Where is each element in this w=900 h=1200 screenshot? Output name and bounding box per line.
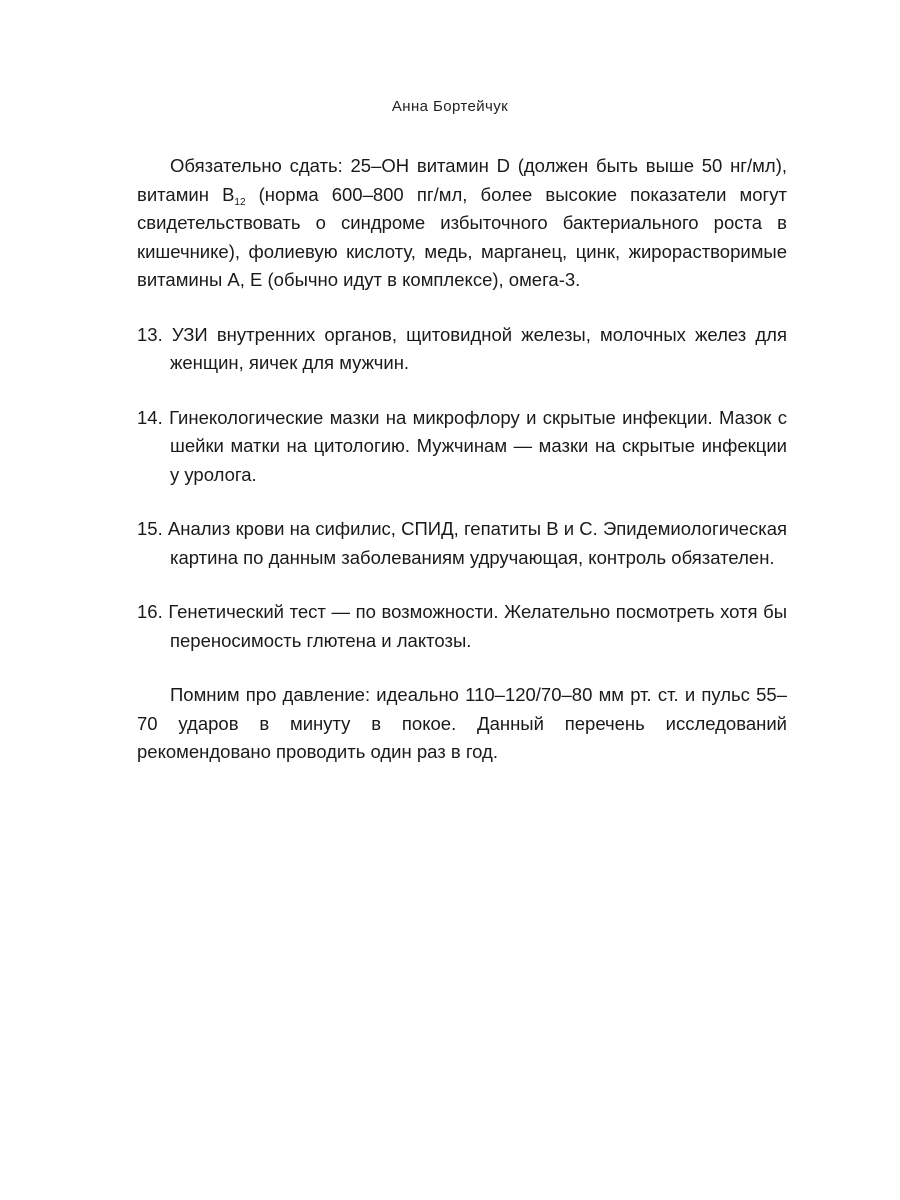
- intro-text-start: Обязательно сдать: 25–ОН витамин D (должен быть выше 50 нг/мл), витамин B: [137, 155, 787, 205]
- list-item-text: Гинекологические мазки на микрофлору и скрытые инфекции. Мазок с шейки матки на цитологию. Мужчинам — мазки на скрытые инфекции у уролога.: [169, 406, 787, 485]
- list-item-14: [137, 404, 787, 490]
- vitamin-b-subscript: 12: [234, 196, 246, 208]
- list-item-number: 16.: [137, 601, 163, 622]
- list-item-16: [137, 598, 787, 655]
- list-item-text: Анализ крови на сифилис, СПИД, гепатиты В и С. Эпидемиологическая картина по данным заболеваниям удручающая, контроль обязателен.: [167, 518, 788, 568]
- page-body: [137, 152, 787, 767]
- list-item-number: 15.: [137, 518, 163, 539]
- intro-paragraph: [137, 152, 787, 295]
- closing-paragraph: Помним про давление: идеально 110–120/70–80 мм рт. ст. и пульс 55–70 ударов в минуту в покое. Данный перечень исследований рекомендовано проводить один раз в год.: [137, 684, 787, 762]
- list-item-text: Генетический тест — по возможности. Желательно посмотреть хотя бы переносимость глютена и лактозы.: [168, 601, 787, 651]
- list-item-number: 13.: [137, 323, 163, 345]
- intro-text-end: (норма 600–800 пг/мл, более высокие показатели могут свидетельствовать о синдроме избыточного бактериального роста в кишечнике), фолиевую кислоту, медь, марганец, цинк, жирорастворимые витамины А, Е (обычно идут в комплексе), омега-3.: [137, 183, 787, 290]
- list-item-number: 14.: [137, 406, 163, 428]
- running-head-author: Анна Бортейчук: [391, 98, 509, 115]
- list-item-15: [137, 515, 787, 572]
- list-item-13: [137, 321, 787, 378]
- list-item-text: УЗИ внутренних органов, щитовидной железы, молочных желез для женщин, яичек для мужчин.: [170, 323, 787, 373]
